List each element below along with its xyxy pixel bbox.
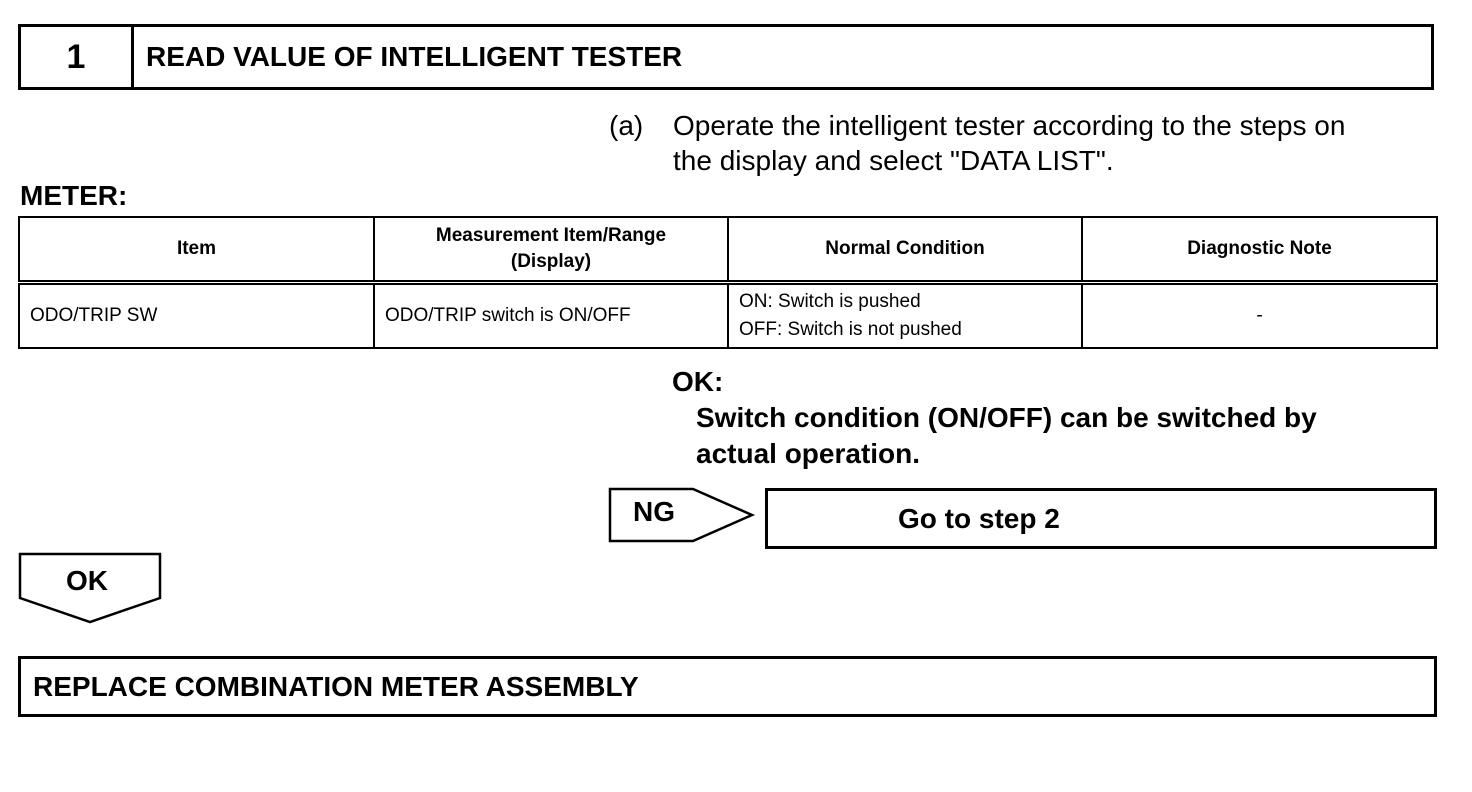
ok-condition-line1: Switch condition (ON/OFF) can be switched by — [696, 402, 1317, 433]
instruction-label: (a) — [609, 110, 644, 141]
cell-normal-line1: ON: Switch is pushed — [739, 291, 921, 312]
header-measurement-line1: Measurement Item/Range — [435, 225, 667, 246]
ok-condition — [672, 364, 1432, 472]
go-to-step-button[interactable] — [765, 488, 1437, 549]
instruction-text-line1: Operate the intelligent tester according to the steps on — [673, 110, 1346, 141]
cell-item: ODO/TRIP SW — [19, 283, 374, 349]
instruction-a — [609, 108, 1429, 178]
header-item: Item — [19, 217, 374, 283]
step-header — [18, 24, 1434, 90]
header-normal-condition: Normal Condition — [728, 217, 1082, 283]
cell-diagnostic-note: - — [1082, 283, 1437, 349]
ok-condition-line2: actual operation. — [696, 438, 921, 469]
instruction-text-line2: the display and select "DATA LIST". — [673, 145, 1114, 176]
data-list-table — [18, 216, 1438, 349]
final-action-box — [18, 656, 1437, 717]
header-measurement — [374, 217, 728, 283]
step-title: READ VALUE OF INTELLIGENT TESTER — [146, 41, 683, 72]
ng-arrow-icon — [608, 487, 758, 545]
step-number: 1 — [21, 27, 134, 87]
cell-measurement: ODO/TRIP switch is ON/OFF — [374, 283, 728, 349]
section-label-meter: METER: — [20, 180, 128, 211]
go-to-step-label: Go to step 2 — [898, 503, 1060, 534]
header-diagnostic-note: Diagnostic Note — [1082, 217, 1437, 283]
ok-arrow-label: OK — [66, 565, 108, 596]
cell-normal-condition — [728, 283, 1082, 349]
ok-condition-label: OK: — [672, 366, 724, 397]
final-action-label: REPLACE COMBINATION METER ASSEMBLY — [33, 671, 639, 702]
ng-label: NG — [633, 496, 675, 527]
instruction-text — [673, 108, 1429, 178]
header-measurement-line2: (Display) — [510, 251, 592, 272]
table-row — [19, 283, 1437, 349]
cell-normal-line2: OFF: Switch is not pushed — [739, 319, 962, 340]
table-header-row — [19, 217, 1437, 283]
